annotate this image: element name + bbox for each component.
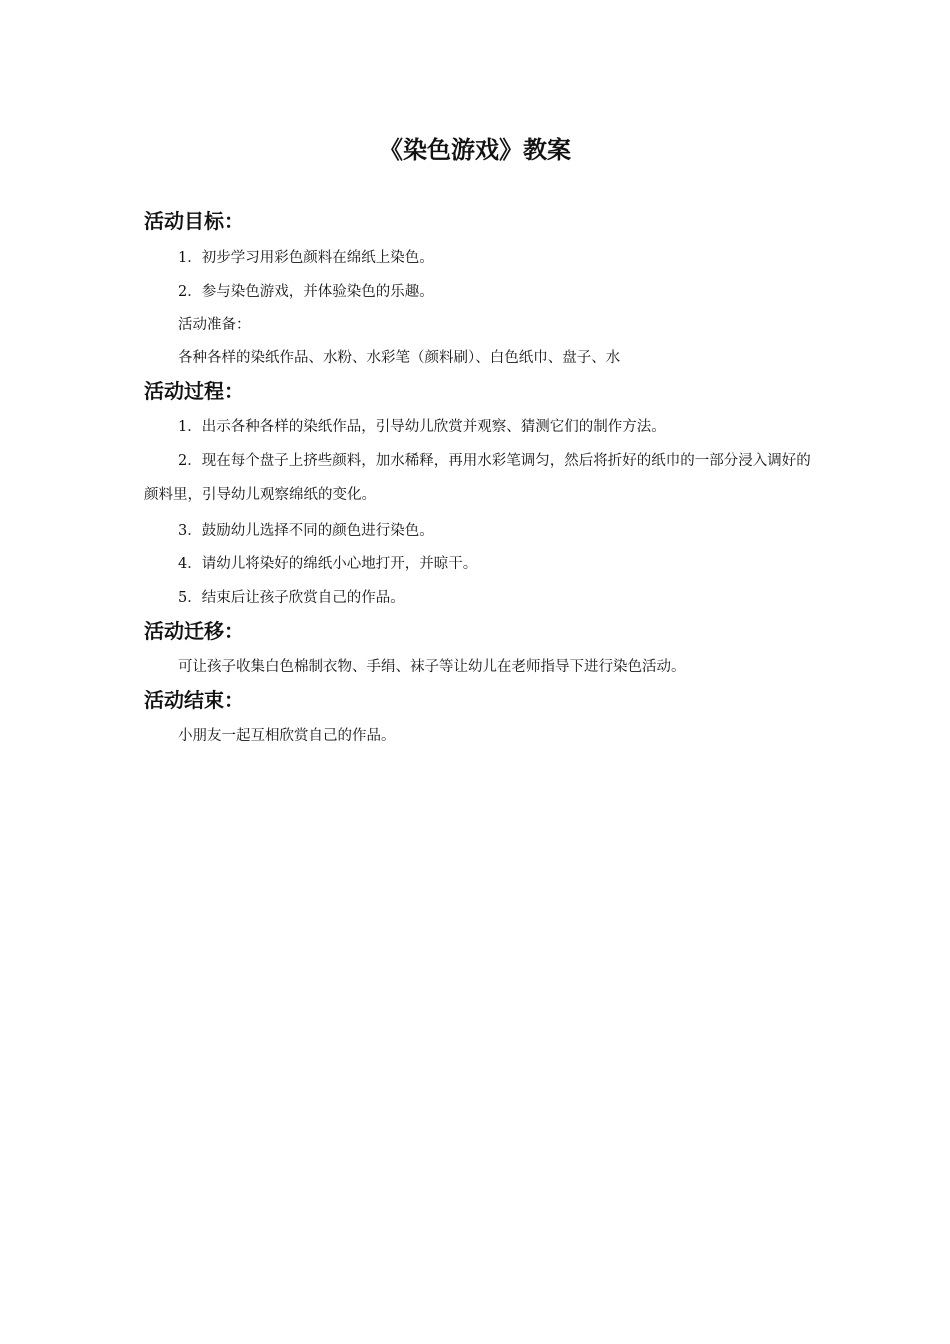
process-item-1: 1．出示各种各样的染纸作品，引导幼儿欣赏并观察、猜测它们的制作方法。: [178, 419, 666, 435]
process-item-4: 4．请幼儿将染好的绵纸小心地打开，并晾干。: [178, 556, 478, 572]
process-item-3: 3．鼓励幼儿选择不同的颜色进行染色。: [178, 523, 434, 539]
transfer-text: 可让孩子收集白色棉制衣物、手绢、袜子等让幼儿在老师指导下进行染色活动。: [178, 659, 686, 675]
process-item-5: 5．结束后让孩子欣赏自己的作品。: [178, 590, 405, 606]
process-heading: 活动过程：: [144, 379, 244, 403]
transfer-heading: 活动迁移：: [144, 619, 244, 643]
goals-heading: 活动目标：: [144, 209, 244, 233]
end-heading: 活动结束：: [144, 688, 244, 712]
goal-item-2: 2．参与染色游戏，并体验染色的乐趣。: [178, 284, 434, 300]
document-title: 《染色游戏》教案: [379, 136, 571, 164]
prep-label: 活动准备：: [178, 317, 251, 333]
process-item-2: 2．现在每个盘子上挤些颜料，加水稀释，再用水彩笔调匀，然后将折好的纸巾的一部分浸入调好的颜料里，引导幼儿观察绵纸的变化。: [144, 453, 811, 503]
prep-text: 各种各样的染纸作品、水粉、水彩笔（颜料刷）、白色纸巾、盘子、水: [178, 350, 621, 366]
end-text: 小朋友一起互相欣赏自己的作品。: [178, 728, 396, 744]
goal-item-1: 1．初步学习用彩色颜料在绵纸上染色。: [178, 250, 434, 266]
